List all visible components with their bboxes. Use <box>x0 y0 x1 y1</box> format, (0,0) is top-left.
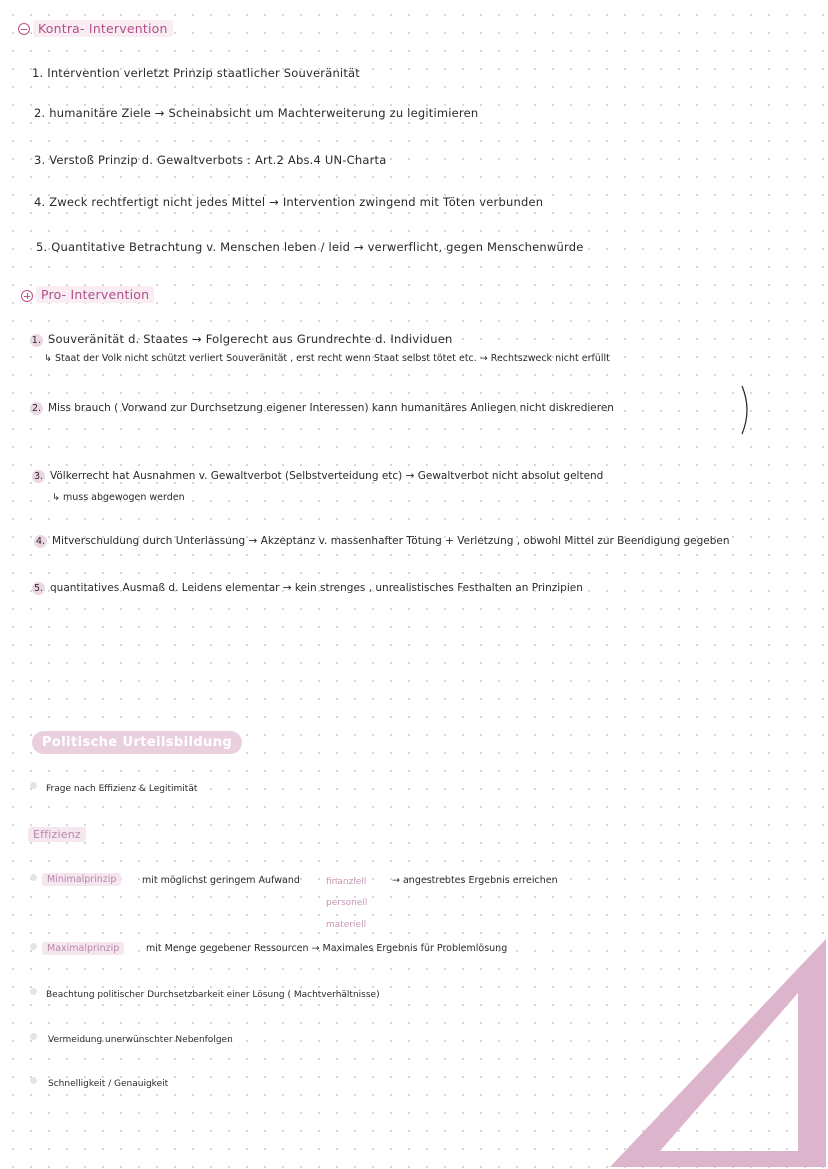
minimal-bullet <box>30 874 37 881</box>
kontra-item-5: 5. Quantitative Betrachtung v. Menschen leben / leid → verwerflicht, gegen Menschenwürde <box>36 240 584 254</box>
bullet-3-text: Schnelligkeit / Genauigkeit <box>48 1079 169 1089</box>
pro-item-2-number: 2. <box>31 403 42 414</box>
plus-circle-icon <box>21 290 33 302</box>
frage-text: Frage nach Effizienz & Legitimität <box>46 784 198 794</box>
bracket-icon <box>738 384 754 436</box>
kontra-item-2: 2. humanitäre Ziele → Scheinabsicht um Machterweiterung zu legitimieren <box>34 106 479 120</box>
urteil-heading: Politische Urteilsbildung <box>32 731 242 754</box>
pro-item-4-number: 4. <box>35 536 46 547</box>
pro-heading: Pro- Intervention <box>36 286 154 303</box>
minimal-result: → angestrebtes Ergebnis erreichen <box>392 875 558 886</box>
pro-item-2-text: Miss brauch ( Vorwand zur Durchsetzung eigener Interessen) kann humanitäres Anliegen nicht diskredieren <box>48 402 614 414</box>
pro-item-3-number: 3. <box>33 471 44 482</box>
minimal-label: Minimalprinzip <box>42 873 121 886</box>
bullet-2-text: Vermeidung unerwünschter Nebenfolgen <box>48 1035 233 1045</box>
minimal-kind-1: finanziell <box>326 877 367 887</box>
maximal-text: mit Menge gegebener Ressourcen → Maximales Ergebnis für Problemlösung <box>146 943 508 954</box>
minimal-kind-2: personell <box>326 898 368 908</box>
pro-item-4-text: Mitverschuldung durch Unterlassung → Akzeptanz v. massenhafter Tötung + Verletzung , obwohl Mittel zur Beendigung gegeben <box>52 535 730 547</box>
frage-bullet <box>30 782 37 789</box>
kontra-item-1: 1. Intervention verletzt Prinzip staatlicher Souveränität <box>32 66 360 80</box>
pro-item-3-text: Völkerrecht hat Ausnahmen v. Gewaltverbot (Selbstverteidung etc) → Gewaltverbot nicht absolut geltend <box>50 470 604 482</box>
decorative-triangle-icon <box>608 937 828 1169</box>
pro-item-5 <box>32 582 583 595</box>
maximal-label: Maximalprinzip <box>42 942 124 955</box>
kontra-heading: Kontra- Intervention <box>33 20 173 37</box>
maximal-bullet <box>30 943 37 950</box>
minus-circle-icon <box>18 23 30 35</box>
bullet-1-text: Beachtung politischer Durchsetzbarkeit einer Lösung ( Machtverhältnisse) <box>46 990 380 1000</box>
pro-item-1-text: Souveränität d. Staates → Folgerecht aus Grundrechte d. Individuen <box>48 332 453 346</box>
pro-item-3-sub: ↳ muss abgewogen werden <box>52 492 185 503</box>
bullet-2 <box>30 1033 37 1040</box>
minimal-text: mit möglichst geringem Aufwand <box>142 875 300 886</box>
pro-item-2 <box>30 402 614 415</box>
pro-item-5-text: quantitatives Ausmaß d. Leidens elementar → kein strenges , unrealistisches Festhalten an Prinzipien <box>50 582 583 594</box>
pro-item-1-sub: ↳ Staat der Volk nicht schützt verliert Souveränität , erst recht wenn Staat selbst tötet etc. → Rechtszweck nicht erfüllt <box>44 353 610 364</box>
bullet-3 <box>30 1077 37 1084</box>
minimal-kind-3: materiell <box>326 920 367 930</box>
pro-item-1-number: 1. <box>31 335 42 346</box>
effizienz-label: Effizienz <box>28 827 86 842</box>
kontra-item-3: 3. Verstoß Prinzip d. Gewaltverbots : Art.2 Abs.4 UN-Charta <box>34 153 387 167</box>
pro-item-1 <box>30 332 453 347</box>
kontra-item-4: 4. Zweck rechtfertigt nicht jedes Mittel → Intervention zwingend mit Töten verbunden <box>34 195 544 209</box>
pro-item-5-number: 5. <box>33 583 44 594</box>
pro-item-4 <box>34 535 730 548</box>
bullet-1 <box>30 988 37 995</box>
pro-item-3 <box>32 470 603 483</box>
